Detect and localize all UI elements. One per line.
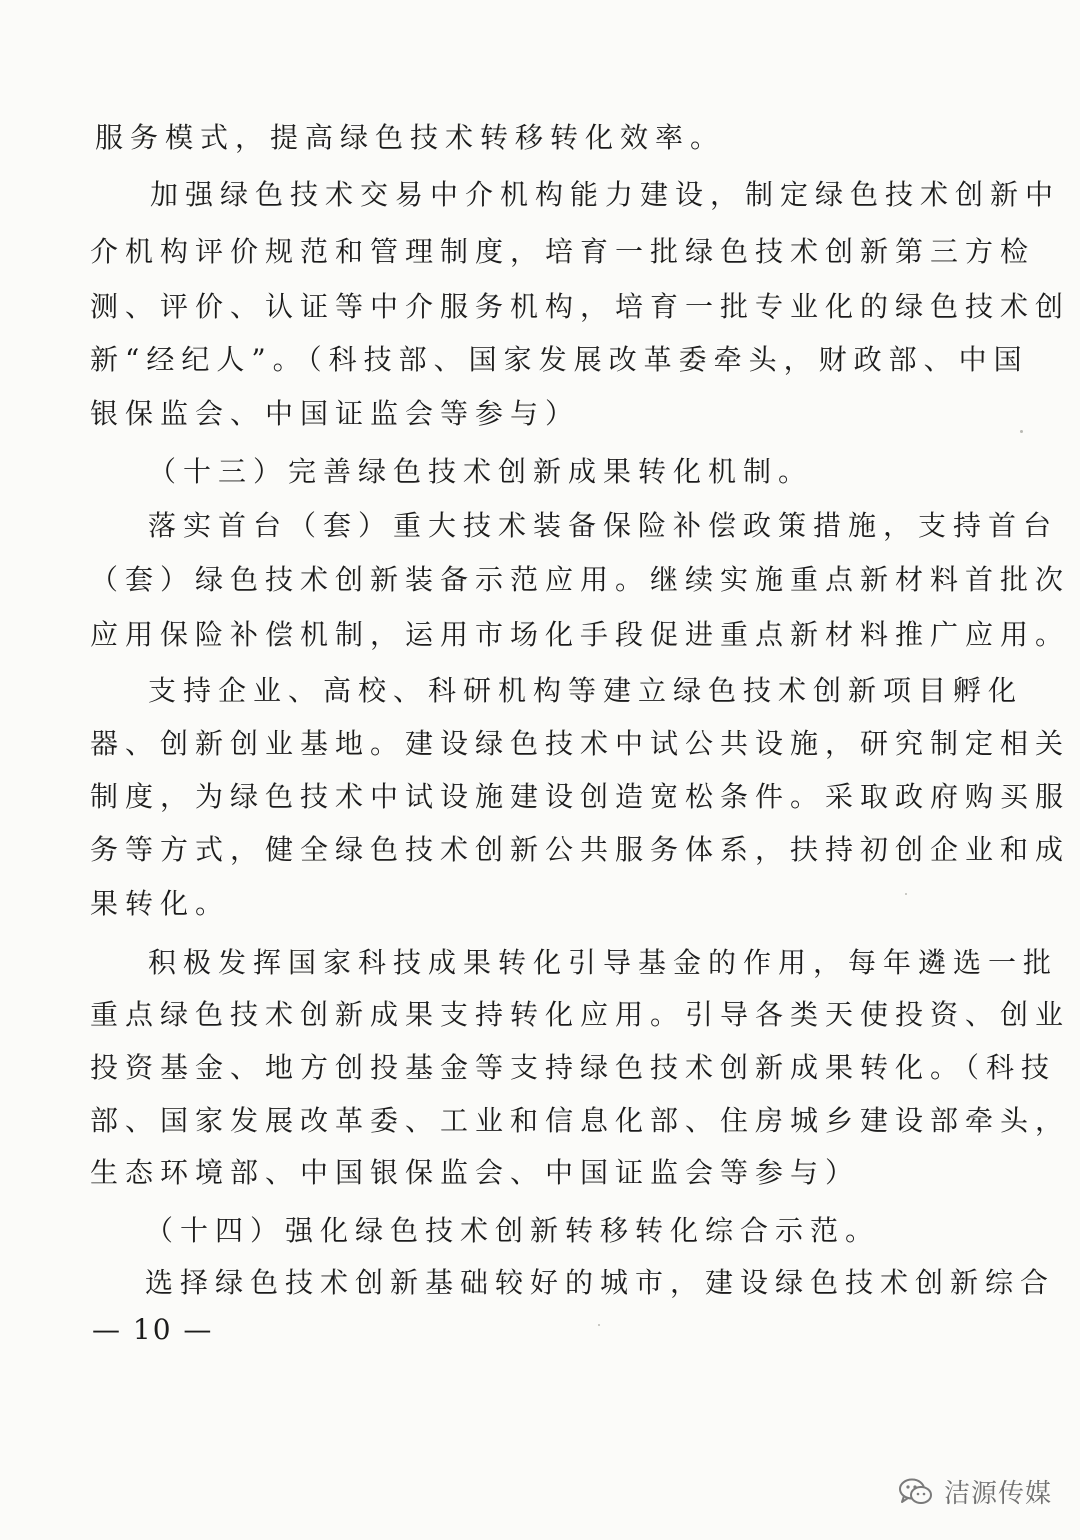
text-line-11: 支持企业、高校、科研机构等建立绿色技术创新项目孵化 [148, 674, 1024, 707]
text-line-8: 落实首台（套）重大技术装备保险补偿政策措施，支持首台 [148, 509, 1059, 542]
text-line-18: 投资基金、地方创投基金等支持绿色技术创新成果转化。（科技 [90, 1051, 1057, 1084]
text-line-9: （套）绿色技术创新装备示范应用。继续实施重点新材料首批次 [90, 563, 1071, 596]
text-line-4: 测、评价、认证等中介服务机构，培育一批专业化的绿色技术创 [90, 290, 1071, 323]
text-line-17: 重点绿色技术创新成果支持转化应用。引导各类天使投资、创业 [90, 998, 1071, 1031]
text-line-19: 部、国家发展改革委、工业和信息化部、住房城乡建设部牵头， [90, 1104, 1071, 1137]
text-line-20: 生态环境部、中国银保监会、中国证监会等参与） [90, 1156, 861, 1189]
watermark-text: 洁源传媒 [943, 1479, 1052, 1509]
text-line-1: 服务模式，提高绿色技术转移转化效率。 [95, 121, 726, 154]
page-number: — 10 — [92, 1313, 214, 1346]
section-heading-14: （十四）强化绿色技术创新转移转化综合示范。 [145, 1214, 881, 1247]
text-line-5: 新“经纪人”。（科技部、国家发展改革委牵头，财政部、中国 [90, 343, 1029, 376]
text-line-10: 应用保险补偿机制，运用市场化手段促进重点新材料推广应用。 [90, 618, 1071, 651]
text-line-16: 积极发挥国家科技成果转化引导基金的作用，每年遴选一批 [148, 946, 1059, 979]
section-heading-13: （十三）完善绿色技术创新成果转化机制。 [148, 455, 814, 488]
text-line-15: 果转化。 [90, 887, 231, 920]
scan-speck [598, 1324, 600, 1326]
watermark [898, 1473, 1052, 1510]
text-line-6: 银保监会、中国证监会等参与） [90, 397, 581, 430]
text-line-14: 务等方式，健全绿色技术创新公共服务体系，扶持初创企业和成 [90, 833, 1071, 866]
text-line-2: 加强绿色技术交易中介机构能力建设，制定绿色技术创新中 [150, 178, 1061, 211]
text-line-3: 介机构评价规范和管理制度，培育一批绿色技术创新第三方检 [90, 235, 1036, 268]
text-line-22: 选择绿色技术创新基础较好的城市，建设绿色技术创新综合 [145, 1266, 1056, 1299]
text-line-13: 制度，为绿色技术中试设施建设创造宽松条件。采取政府购买服 [90, 780, 1071, 813]
wechat-icon [898, 1477, 934, 1507]
scan-speck [905, 893, 907, 895]
scan-speck [1020, 430, 1023, 433]
text-line-12: 器、创新创业基地。建设绿色技术中试公共设施，研究制定相关 [90, 727, 1071, 760]
